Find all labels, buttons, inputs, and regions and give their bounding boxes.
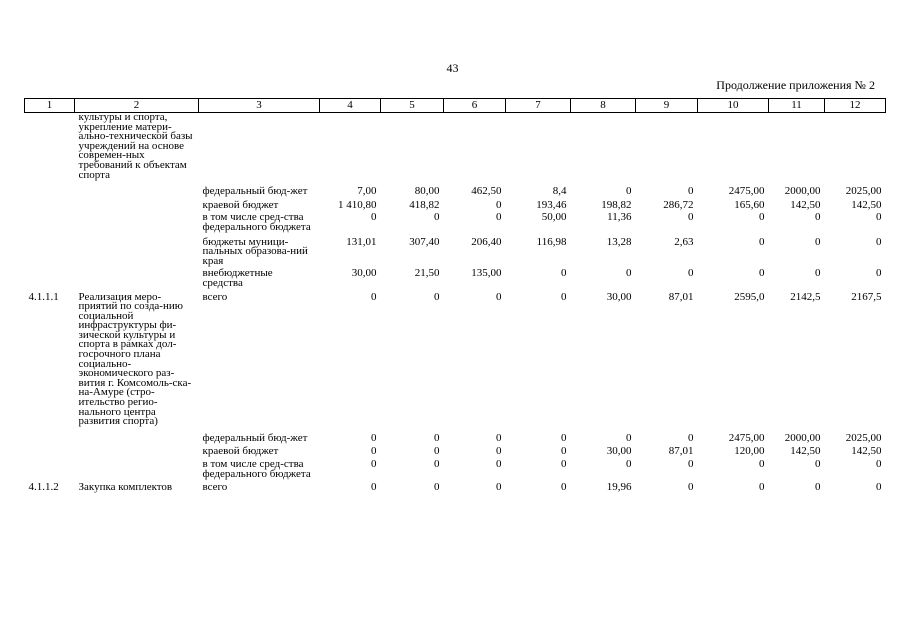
row-code [25, 266, 75, 288]
row-name [75, 210, 199, 232]
table-row [25, 266, 886, 288]
row-value [571, 113, 636, 181]
continuation-caption: Продолжение приложения № 2 [716, 78, 875, 92]
row-value: 0 [434, 481, 440, 494]
table-row [25, 289, 886, 427]
row-value: 0 [434, 445, 440, 458]
table-body [25, 113, 886, 493]
row-value: 0 [876, 267, 882, 280]
row-value: 0 [688, 267, 694, 280]
row-value [698, 113, 769, 181]
row-value: 0 [496, 445, 502, 458]
row-name [75, 233, 199, 267]
row-value: 21,50 [414, 267, 440, 280]
row-value: 8,4 [552, 185, 567, 198]
table-row [25, 113, 886, 181]
row-value: 0 [688, 458, 694, 470]
row-funding-source: федеральный бюд-жет [202, 185, 308, 198]
row-value: 0 [688, 211, 694, 224]
row-code: 4.1.1.1 [28, 290, 59, 303]
row-value: 165,60 [734, 198, 765, 211]
row-value: 286,72 [663, 198, 694, 211]
row-funding-source: краевой бюджет [202, 445, 279, 458]
row-value: 2595,0 [734, 290, 765, 303]
row-value: 0 [759, 481, 765, 494]
row-value [825, 113, 886, 181]
row-value: 0 [759, 458, 765, 470]
row-value: 198,82 [601, 198, 632, 211]
row-value [320, 113, 381, 181]
row-value: 0 [434, 211, 440, 224]
row-value: 1 410,80 [338, 198, 377, 211]
row-value: 30,00 [351, 267, 377, 280]
row-value: 50,00 [541, 211, 567, 224]
row-value: 0 [371, 290, 377, 303]
row-value: 0 [561, 458, 567, 470]
row-name: Закупка комплектов [78, 481, 173, 494]
row-value: 0 [876, 211, 882, 224]
row-value: 135,00 [471, 267, 502, 280]
row-value: 0 [496, 431, 502, 444]
row-value: 0 [371, 431, 377, 444]
row-value: 0 [626, 185, 632, 198]
table-row [25, 197, 886, 211]
row-funding-source: в том числе сред-ства федерального бюджета [202, 211, 311, 233]
row-value: 0 [815, 211, 821, 224]
row-value: 2,63 [674, 235, 694, 248]
row-value: 116,98 [536, 235, 567, 248]
row-value: 462,50 [471, 185, 502, 198]
row-funding-source: в том числе сред-ства федерального бюджета [202, 458, 311, 480]
budget-table [24, 98, 886, 493]
row-value: 2167,5 [851, 290, 882, 303]
row-name: культуры и спорта, укрепление матери-ально-технической базы учреждений на основе современ-ных требований к объектам спорта [78, 111, 193, 181]
row-value: 0 [561, 267, 567, 280]
row-value: 0 [759, 235, 765, 248]
row-value: 2000,00 [784, 185, 821, 198]
row-value: 193,46 [536, 198, 567, 211]
table-row [25, 233, 886, 267]
row-value: 142,50 [790, 445, 821, 458]
row-value: 131,01 [346, 235, 377, 248]
row-value: 0 [815, 458, 821, 470]
row-value: 2475,00 [728, 185, 765, 198]
row-value: 142,50 [790, 198, 821, 211]
row-code [25, 427, 75, 444]
row-value: 87,01 [668, 290, 694, 303]
row-value: 0 [371, 211, 377, 224]
row-value: 0 [815, 235, 821, 248]
row-value: 0 [626, 267, 632, 280]
row-value: 0 [371, 445, 377, 458]
row-value: 0 [434, 290, 440, 303]
row-value: 0 [371, 481, 377, 494]
header-cell: 11 [769, 99, 825, 113]
row-value: 2000,00 [784, 431, 821, 444]
header-cell: 2 [75, 99, 199, 113]
row-value: 0 [759, 211, 765, 224]
row-value: 0 [496, 290, 502, 303]
row-code [25, 197, 75, 211]
table-row [25, 479, 886, 493]
row-value: 142,50 [851, 198, 882, 211]
row-code [25, 210, 75, 232]
row-value: 30,00 [606, 290, 632, 303]
row-name [75, 266, 199, 288]
row-code [25, 457, 75, 479]
row-value: 13,28 [606, 235, 632, 248]
row-value: 0 [561, 290, 567, 303]
row-value: 2025,00 [845, 185, 882, 198]
row-value: 0 [688, 481, 694, 494]
row-value: 2142,5 [790, 290, 821, 303]
header-cell: 1 [25, 99, 75, 113]
row-value: 0 [496, 481, 502, 494]
row-value: 2025,00 [845, 431, 882, 444]
row-value: 0 [688, 431, 694, 444]
row-value: 11,36 [607, 211, 632, 224]
row-value: 206,40 [471, 235, 502, 248]
row-value [444, 113, 506, 181]
row-code [25, 180, 75, 197]
row-value [506, 113, 571, 181]
row-funding-source: всего [202, 481, 228, 494]
table-row [25, 443, 886, 457]
row-value: 0 [371, 458, 377, 470]
row-value: 0 [876, 481, 882, 494]
row-value: 19,96 [606, 481, 632, 494]
row-value: 0 [876, 235, 882, 248]
header-cell: 8 [571, 99, 636, 113]
row-funding-source: краевой бюджет [202, 198, 279, 211]
row-value: 0 [496, 211, 502, 224]
row-code [25, 443, 75, 457]
row-value: 0 [561, 445, 567, 458]
row-name [75, 427, 199, 444]
table-row [25, 457, 886, 479]
row-value: 307,40 [409, 235, 440, 248]
row-funding-source [199, 113, 320, 181]
row-value [769, 113, 825, 181]
row-name: Реализация меро-приятий по созда-нию социальной инфраструктуры фи-зической культуры и спорта в рамках дол-госрочного плана социально-экономического раз-вития г. Комсомоль-ска-на-Амуре (стро-ительство регио-нального центра развития спорта) [78, 290, 192, 428]
row-value: 0 [815, 267, 821, 280]
row-value: 418,82 [409, 198, 440, 211]
row-value: 0 [626, 458, 632, 470]
row-value: 0 [496, 198, 502, 211]
row-funding-source: всего [202, 290, 228, 303]
table-row [25, 210, 886, 232]
table-row [25, 427, 886, 444]
row-value: 0 [561, 481, 567, 494]
header-cell: 4 [320, 99, 381, 113]
row-name [75, 457, 199, 479]
row-value: 0 [626, 431, 632, 444]
row-value: 7,00 [357, 185, 377, 198]
header-cell: 9 [636, 99, 698, 113]
header-cell: 5 [381, 99, 444, 113]
row-value: 0 [496, 458, 502, 470]
row-funding-source: внебюджетные средства [202, 267, 273, 289]
table-row [25, 180, 886, 197]
row-name [75, 443, 199, 457]
row-value: 30,00 [606, 445, 632, 458]
row-value: 2475,00 [728, 431, 765, 444]
row-name [75, 197, 199, 211]
row-value: 0 [876, 458, 882, 470]
row-value: 142,50 [851, 445, 882, 458]
row-value: 0 [759, 267, 765, 280]
row-code [25, 113, 75, 181]
header-cell: 3 [199, 99, 320, 113]
row-funding-source: федеральный бюд-жет [202, 431, 308, 444]
row-value: 0 [815, 481, 821, 494]
row-code [25, 233, 75, 267]
row-value: 80,00 [414, 185, 440, 198]
row-value: 0 [434, 431, 440, 444]
header-cell: 6 [444, 99, 506, 113]
row-value: 0 [561, 431, 567, 444]
row-value: 0 [434, 458, 440, 470]
row-value [636, 113, 698, 181]
row-name [75, 180, 199, 197]
row-value: 87,01 [668, 445, 694, 458]
row-value [381, 113, 444, 181]
header-cell: 12 [825, 99, 886, 113]
page-number: 43 [446, 61, 459, 75]
row-value: 120,00 [734, 445, 765, 458]
header-cell: 10 [698, 99, 769, 113]
header-cell: 7 [506, 99, 571, 113]
row-funding-source: бюджеты муници-пальных образова-ний края [202, 235, 308, 267]
row-code: 4.1.1.2 [28, 481, 59, 494]
row-value: 0 [688, 185, 694, 198]
